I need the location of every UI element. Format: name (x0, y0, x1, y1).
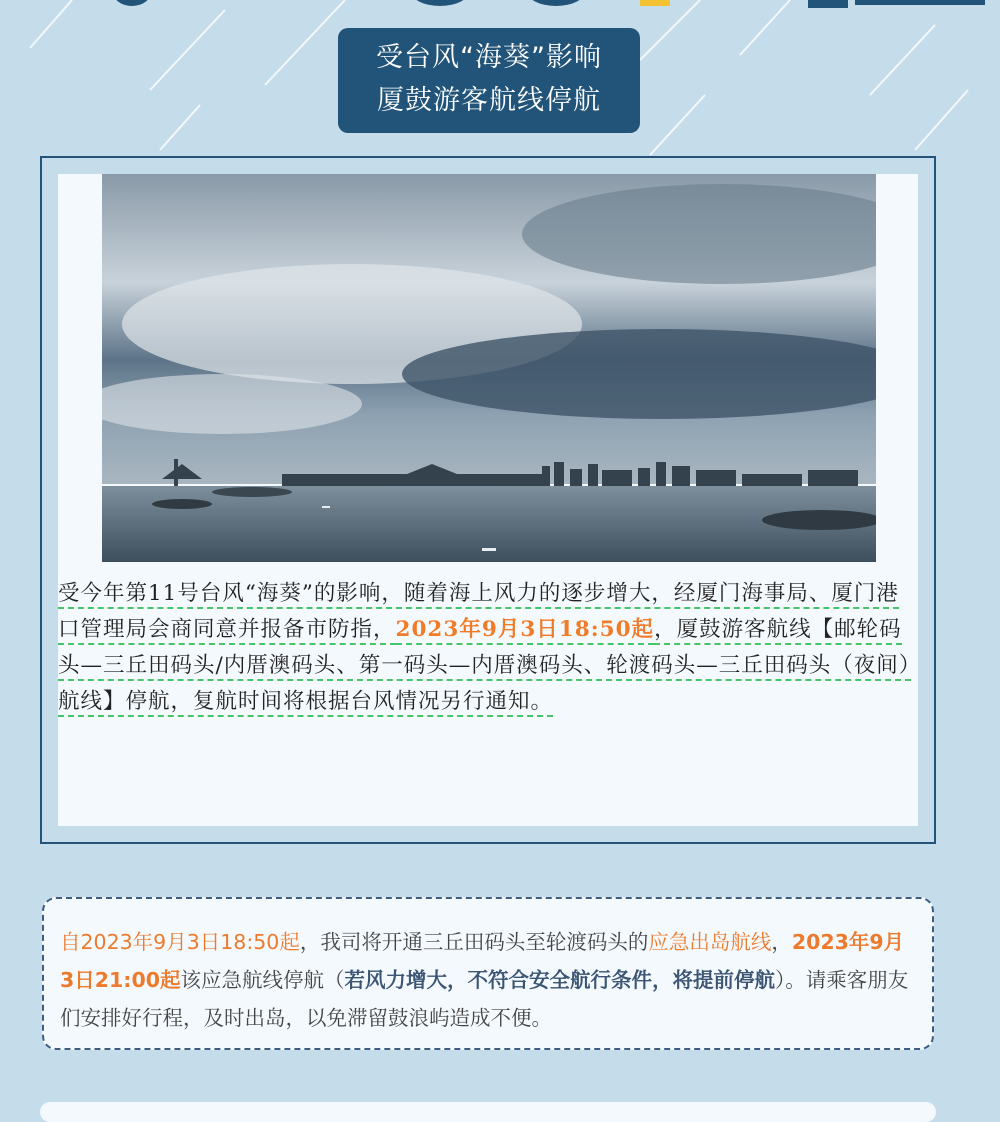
notice-stop-time: 2023年9月3日21:00起 (60, 930, 905, 992)
article-text-part-1: 受今年第11号台风“海葵”的影响，随着海上风力的逐步增大，经厦门海事局、厦门港口管理局会商同意并报备市防指， (58, 581, 899, 645)
next-card-edge (40, 1102, 936, 1122)
article-card (40, 156, 936, 844)
article-body (58, 576, 918, 720)
title-line-1: 受台风“海葵”影响 (376, 42, 602, 73)
notice-start-time: 自2023年9月3日18:50起 (60, 930, 300, 954)
notice-text-2: ， (771, 930, 792, 954)
storm-photo (102, 174, 876, 562)
notice-warning: 若风力增大，不符合安全航行条件，将提前停航 (344, 968, 776, 992)
title-line-2: 厦鼓游客航线停航 (377, 85, 601, 116)
article-card-inner (58, 174, 918, 826)
storm-over-sea-photo-icon (102, 174, 876, 562)
notice-text-1: ，我司将开通三丘田码头至轮渡码头的 (299, 930, 649, 954)
page-title (338, 28, 640, 133)
notice-text-3: 该应急航线停航（ (180, 968, 345, 992)
article-text-part-2: ，厦鼓游客航线【邮轮码头—三丘田码头/内厝澳码头、第一码头—内厝澳码头、轮渡码头—三丘田码头（夜间）航线】停航，复航时间将根据台风情况另行通知。 (58, 617, 911, 717)
notice-text-4: ）。请乘客朋友们安排好行程，及时出岛，以免滞留鼓浪屿造成不便。 (60, 968, 909, 1030)
notice-emergency-route: 应急出岛航线 (648, 930, 772, 954)
top-decoration (0, 0, 1000, 12)
article-date-highlight: 2023年9月3日18:50起 (396, 617, 655, 645)
notice-box (42, 897, 934, 1050)
